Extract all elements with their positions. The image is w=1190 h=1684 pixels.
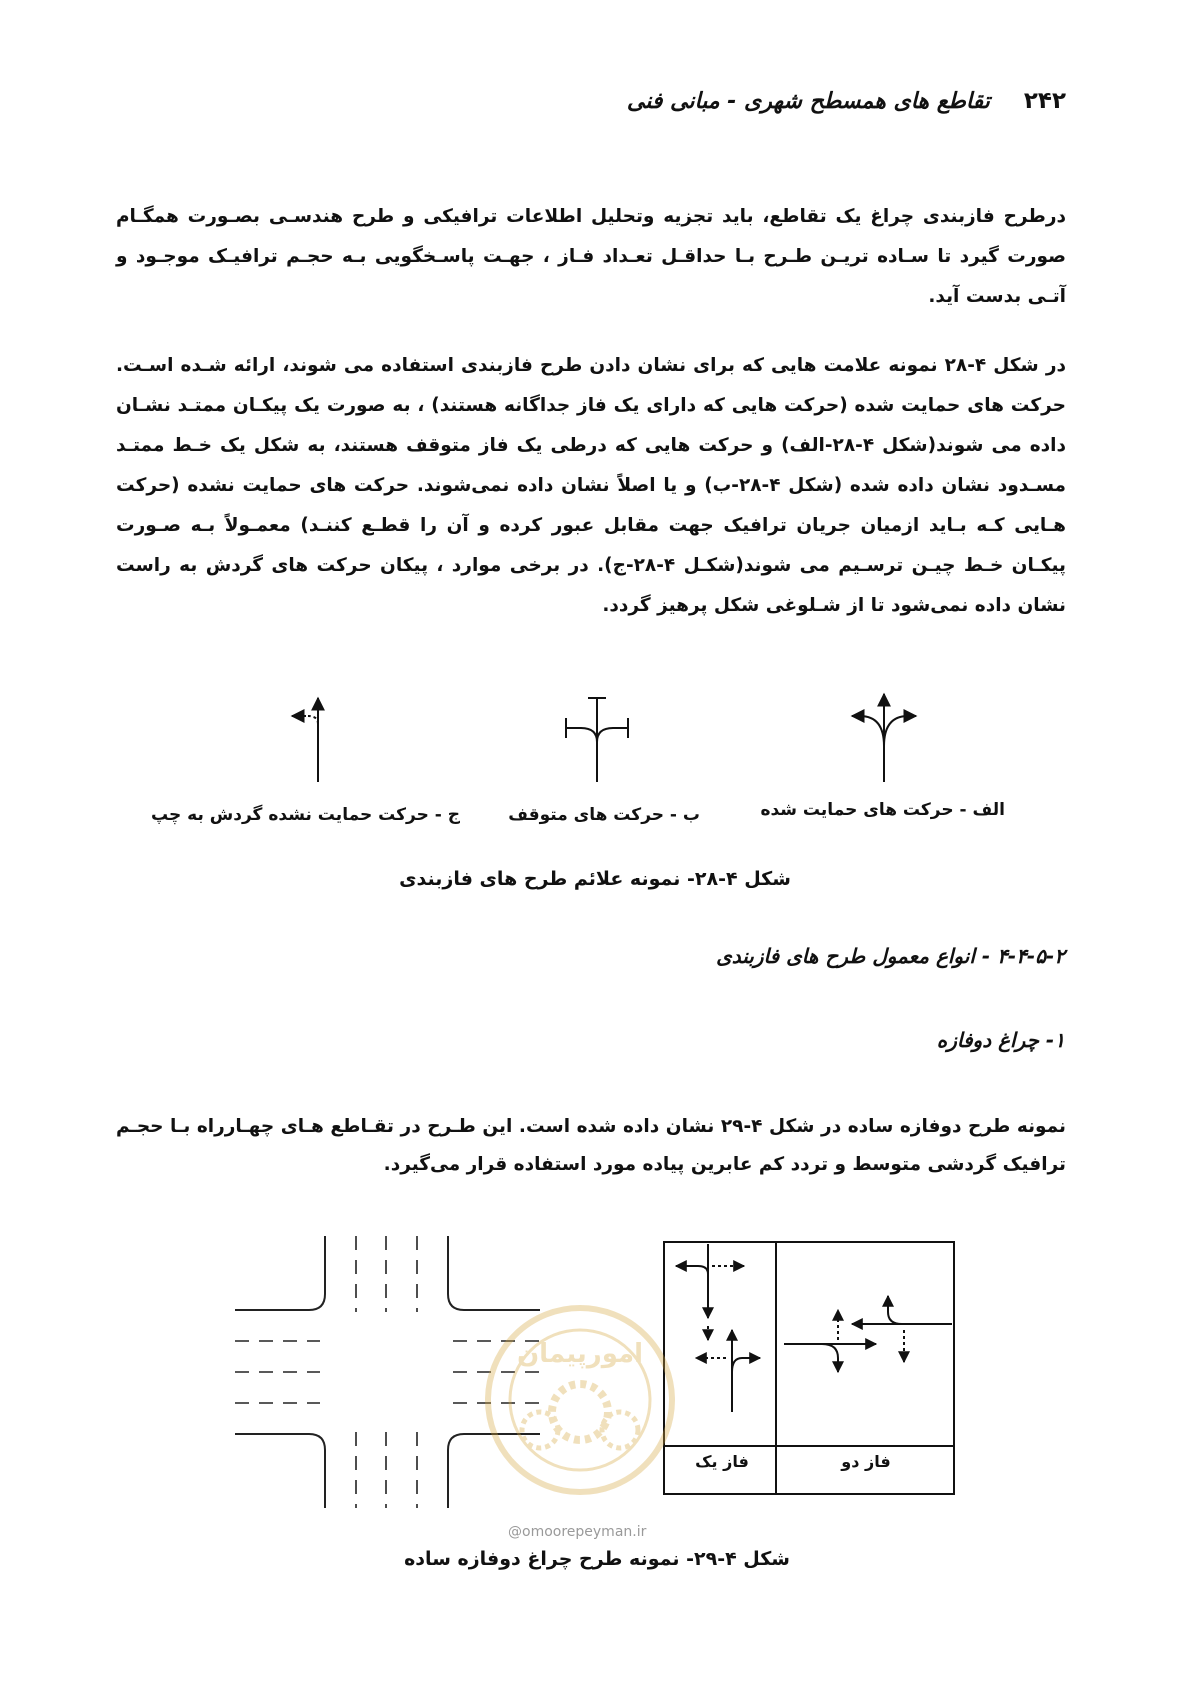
stopped-movement-symbol [566, 698, 628, 782]
item-heading: ۱- چراغ دوفازه [936, 1028, 1065, 1052]
phase-two-label: فاز دو [841, 1452, 891, 1471]
figure-29-two-phase [0, 1230, 1190, 1550]
label-stopped: ب - حرکت های متوقف [508, 805, 700, 825]
label-unprotected: ج - حرکت حمایت نشده گردش به چپ [151, 805, 460, 825]
watermark-logo-text: امورپیمان [516, 1339, 644, 1369]
figure-29-caption: شکل ۴-۲۹- نمونه طرح چراغ دوفازه ساده [404, 1548, 790, 1570]
watermark-url: @omoorepeyman.ir [508, 1524, 647, 1540]
paragraph-phasing-symbols: در شکل ۴-۲۸ نمونه علامت هایی که برای نشان دادن طرح فازبندی استفاده می شوند، ارائه شـده اسـت. حرکت های حمایت شده (حرکت هایی که دارای یک فاز جداگانه هستند) ، به صورت یک پیکـان ممتـد نشـان داده می شوند(شکل ۴-۲۸-الف) و حرکت هایی که درطی یک فاز متوقف هستند، به شکل یک خـط ممتـد مسـدود نشان داده شده (شکل ۴-۲۸-ب) و یا اصلاً نشان داده نمی‌شوند. حرکت های حمایت نشده (حرکت هـایی کـه بـاید ازمیان جریان ترافیک جهت مقابل عبور کرده و آن را قطـع کننـد) معمـولاً بـه صـورت پیکـان خـط چیـن ترسـیم می شوند(شکـل ۴-۲۸-ج). در برخی موارد ، پیکان حرکت های گردش به راست نشان داده نمی‌شود تا از شـلوغی شکل پرهیز گردد. [116, 355, 1067, 616]
figure-28-symbols [0, 680, 1190, 800]
unprotected-left-turn-symbol [292, 698, 318, 782]
phase-one-label: فاز یک [695, 1452, 749, 1471]
paragraph-two-phase: نمونه طرح دوفازه ساده در شکل ۴-۲۹ نشان داده شده است. این طـرح در تقـاطع هـای چهـارراه بـا حجـم ترافیک گردشی متوسط و تردد کم عابرین پیاده مورد استفاده قرار می‌گیرد. [116, 1116, 1066, 1175]
page-number: ۲۴۲ [1023, 88, 1066, 114]
phase-two-arrows [784, 1296, 952, 1372]
paragraph-phasing-design: درطرح فازبندی چراغ یک تقاطع، باید تجزیه وتحلیل اطلاعات ترافیکی و طرح هندسـی بصـورت همگـام صورت گیرد تا سـاده تریـن طـرح بـا حداقـل تعـداد فـاز ، جهـت پاسـخگویی بـه حجـم ترافیـک موجـود و آتـی بدست آید. [116, 206, 1066, 307]
page-header [120, 88, 1066, 114]
figure-28-caption: شکل ۴-۲۸- نمونه علائم طرح های فازبندی [399, 868, 791, 890]
running-title: تقاطع های همسطح شهری - مبانی فنی [626, 89, 990, 114]
intersection-sketch [235, 1236, 540, 1508]
label-protected: الف - حرکت های حمایت شده [760, 800, 1005, 820]
section-heading: ۴-۴-۵-۲ - انواع معمول طرح های فازبندی [716, 944, 1065, 968]
protected-movement-symbol [852, 694, 916, 782]
phase-one-arrows [676, 1244, 760, 1412]
